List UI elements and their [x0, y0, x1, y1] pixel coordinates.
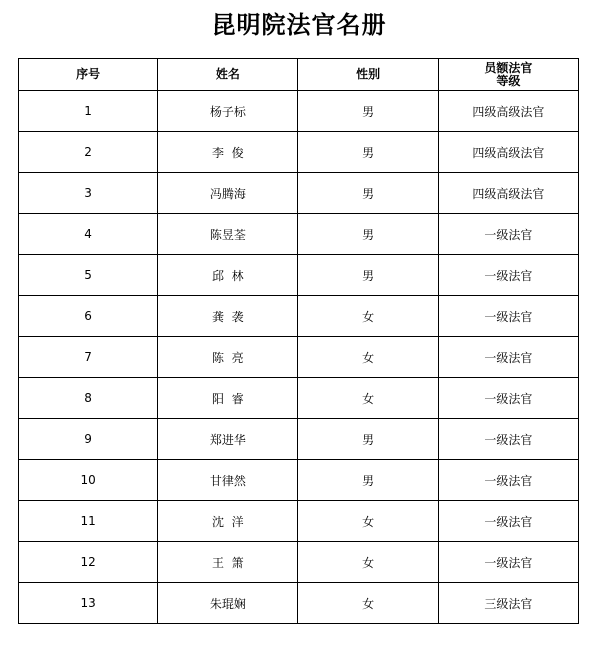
cell-seq: 2: [19, 132, 158, 173]
cell-grade: 一级法官: [438, 501, 578, 542]
cell-name: 郑进华: [158, 419, 298, 460]
cell-gender: 男: [298, 460, 438, 501]
cell-gender: 女: [298, 583, 438, 624]
cell-name: 陈昱荃: [158, 214, 298, 255]
cell-seq: 11: [19, 501, 158, 542]
cell-seq: 3: [19, 173, 158, 214]
cell-gender: 男: [298, 91, 438, 132]
table-row: [19, 255, 579, 296]
cell-name: 沈 洋: [158, 501, 298, 542]
cell-gender: 女: [298, 378, 438, 419]
cell-seq: 8: [19, 378, 158, 419]
cell-gender: 女: [298, 501, 438, 542]
cell-grade: 一级法官: [438, 460, 578, 501]
table-row: [19, 501, 579, 542]
cell-name: 阳 睿: [158, 378, 298, 419]
document-title: 昆明院法官名册: [211, 10, 387, 39]
cell-name: 王 箫: [158, 542, 298, 583]
header-name: 姓名: [158, 59, 298, 91]
table-row: [19, 337, 579, 378]
cell-seq: 7: [19, 337, 158, 378]
judge-roster-table: [18, 58, 579, 624]
header-seq: 序号: [19, 59, 158, 91]
header-gender: 性别: [298, 59, 438, 91]
cell-grade: 三级法官: [438, 583, 578, 624]
table-row: [19, 378, 579, 419]
cell-gender: 男: [298, 214, 438, 255]
cell-grade: 一级法官: [438, 542, 578, 583]
cell-gender: 女: [298, 337, 438, 378]
table-row: [19, 91, 579, 132]
table-row: [19, 583, 579, 624]
cell-name: 甘律然: [158, 460, 298, 501]
cell-grade: 四级高级法官: [438, 132, 578, 173]
cell-grade: 一级法官: [438, 255, 578, 296]
cell-grade: 一级法官: [438, 214, 578, 255]
cell-name: 邱 林: [158, 255, 298, 296]
cell-name: 李 俊: [158, 132, 298, 173]
cell-name: 朱琨娴: [158, 583, 298, 624]
cell-grade: 四级高级法官: [438, 173, 578, 214]
table-row: [19, 173, 579, 214]
table-row: [19, 132, 579, 173]
cell-grade: 一级法官: [438, 296, 578, 337]
cell-name: 陈 亮: [158, 337, 298, 378]
cell-name: 杨子标: [158, 91, 298, 132]
header-grade-line1: 员额法官: [484, 60, 533, 75]
cell-seq: 5: [19, 255, 158, 296]
cell-seq: 1: [19, 91, 158, 132]
table-row: [19, 214, 579, 255]
cell-seq: 9: [19, 419, 158, 460]
cell-seq: 13: [19, 583, 158, 624]
table-row: [19, 460, 579, 501]
cell-seq: 12: [19, 542, 158, 583]
cell-name: 龚 袭: [158, 296, 298, 337]
cell-seq: 6: [19, 296, 158, 337]
cell-grade: 一级法官: [438, 337, 578, 378]
cell-grade: 一级法官: [438, 378, 578, 419]
table-row: [19, 296, 579, 337]
header-grade: [438, 59, 578, 91]
table-body: [19, 91, 579, 624]
cell-seq: 4: [19, 214, 158, 255]
cell-gender: 男: [298, 255, 438, 296]
header-grade-line2: 等级: [496, 73, 521, 88]
cell-gender: 男: [298, 173, 438, 214]
cell-gender: 女: [298, 296, 438, 337]
cell-grade: 一级法官: [438, 419, 578, 460]
table-row: [19, 419, 579, 460]
cell-grade: 四级高级法官: [438, 91, 578, 132]
cell-gender: 男: [298, 132, 438, 173]
cell-seq: 10: [19, 460, 158, 501]
cell-gender: 女: [298, 542, 438, 583]
cell-gender: 男: [298, 419, 438, 460]
table-row: [19, 542, 579, 583]
cell-name: 冯腾海: [158, 173, 298, 214]
table-header-row: [19, 59, 579, 91]
